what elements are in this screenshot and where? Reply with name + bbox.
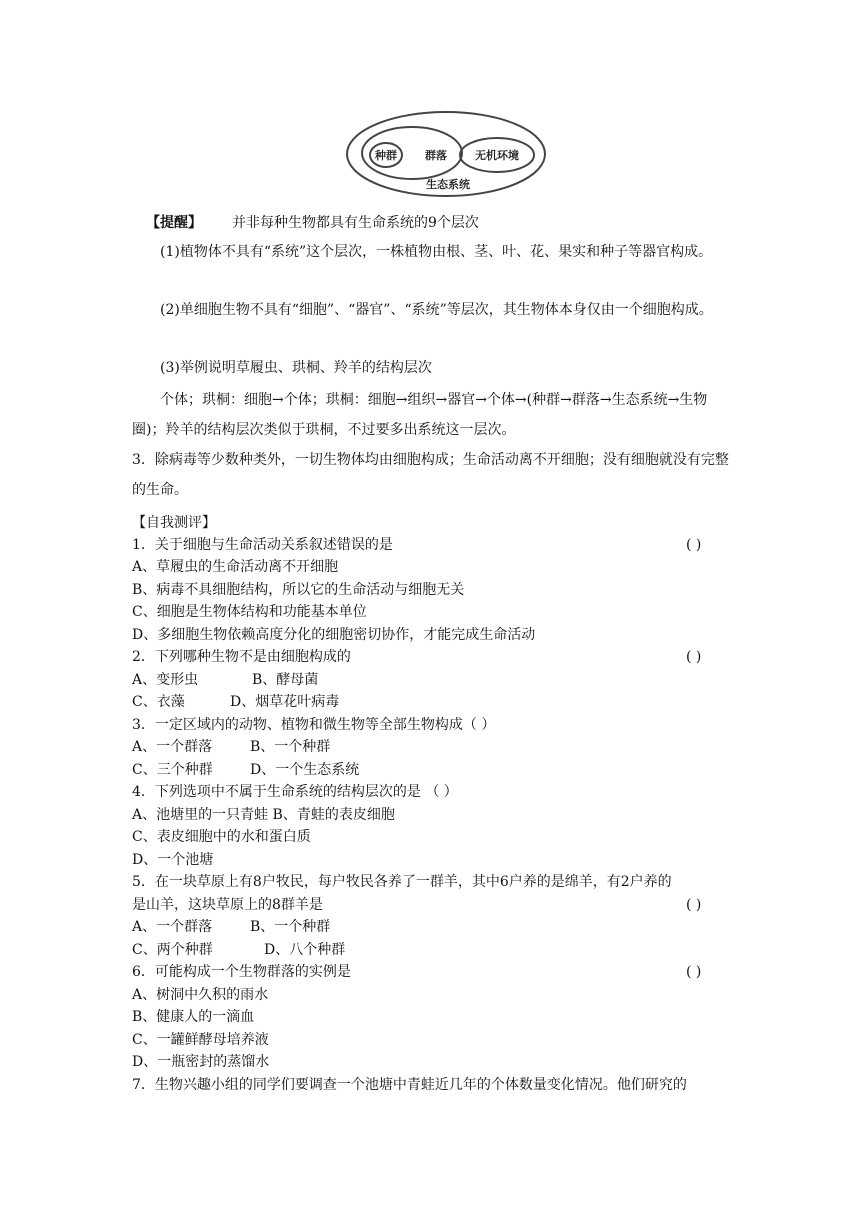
q6-stem: 6．可能构成一个生物群落的实例是 xyxy=(132,964,351,980)
q1-answer-paren: ( ) xyxy=(686,537,702,553)
q5-option-d: D、八个种群 xyxy=(264,942,346,958)
q1-option-d: D、多细胞生物依赖高度分化的细胞密切协作，才能完成生命活动 xyxy=(132,627,536,643)
q5-option-b: B、一个种群 xyxy=(250,919,331,935)
q3-option-c: C、三个种群 xyxy=(132,762,213,778)
q3-option-d: D、一个生态系统 xyxy=(250,762,360,778)
ecosystem-label: 生态系统 xyxy=(426,178,470,191)
q2-option-b: B、酵母菌 xyxy=(252,672,319,688)
q5-option-a: A、一个群落 xyxy=(132,919,213,935)
q1-stem: 1．关于细胞与生命活动关系叙述错误的是 xyxy=(132,537,393,553)
q6-option-b: B、健康人的一滴血 xyxy=(132,1009,255,1025)
q6-option-a: A、树洞中久积的雨水 xyxy=(132,987,269,1003)
environment-label: 无机环境 xyxy=(475,149,519,162)
q4-stem: 4．下列选项中不属于生命系统的结构层次的是 （ ） xyxy=(132,784,458,800)
q2-option-c: C、衣藻 xyxy=(132,694,185,710)
reminder-paragraph-1: (1)植物体不具有“系统”这个层次，一株植物由根、茎、叶、花、果实和种子等器官构成。 xyxy=(160,244,713,260)
q1-option-b: B、病毒不具细胞结构，所以它的生命活动与细胞无关 xyxy=(132,582,465,598)
q2-stem: 2．下列哪种生物不是由细胞构成的 xyxy=(132,649,351,665)
q1-option-c: C、细胞是生物体结构和功能基本单位 xyxy=(132,604,367,620)
q2-answer-paren: ( ) xyxy=(686,649,702,665)
point-3: 3．除病毒等少数种类外，一切生物体均由细胞构成；生命活动离不开细胞；没有细胞就没有完整的生命。 xyxy=(132,452,729,498)
q3-option-a: A、一个群落 xyxy=(132,739,213,755)
q3-stem: 3．一定区域内的动物、植物和微生物等全部生物构成（ ） xyxy=(132,717,496,733)
population-label: 种群 xyxy=(375,149,397,162)
self-test-title: 【自我测评】 xyxy=(132,515,216,531)
q6-option-d: D、一瓶密封的蒸馏水 xyxy=(132,1054,270,1070)
q1-option-a: A、草履虫的生命活动离不开细胞 xyxy=(132,559,339,575)
q5-stem-line-2: 是山羊，这块草原上的8群羊是 xyxy=(132,897,323,913)
q4-option-ab: A、池塘里的一只青蛙 B、青蛙的表皮细胞 xyxy=(132,807,395,823)
q4-option-c: C、表皮细胞中的水和蛋白质 xyxy=(132,829,311,845)
q3-option-b: B、一个种群 xyxy=(250,739,331,755)
ecosystem-diagram xyxy=(344,108,548,200)
q5-answer-paren: ( ) xyxy=(686,897,702,913)
reminder-title: 【提醒】 xyxy=(146,215,202,231)
q2-option-d: D、烟草花叶病毒 xyxy=(230,694,340,710)
q6-option-c: C、一罐鲜酵母培养液 xyxy=(132,1032,269,1048)
q2-option-a: A、变形虫 xyxy=(132,672,199,688)
reminder-heading: 并非每种生物都具有生命系统的9个层次 xyxy=(232,215,479,231)
reminder-paragraph-4: 个体；珙桐：细胞→个体；珙桐：细胞→组织→器官→个体→(种群→群落→生态系统→生物圈)；羚羊的结构层次类似于珙桐，不过要多出系统这一层次。 xyxy=(132,392,708,438)
reminder-paragraph-2: (2)单细胞生物不具有“细胞”、“器官”、“系统”等层次，其生物体本身仅由一个细胞构成。 xyxy=(160,302,713,318)
reminder-paragraph-3: (3)举例说明草履虫、珙桐、羚羊的结构层次 xyxy=(160,360,432,376)
community-label: 群落 xyxy=(425,149,447,162)
q7-stem: 7．生物兴趣小组的同学们要调查一个池塘中青蛙近几年的个体数量变化情况。他们研究的 xyxy=(132,1077,687,1093)
q6-answer-paren: ( ) xyxy=(686,964,702,980)
q5-stem-line-1: 5．在一块草原上有8户牧民，每户牧民各养了一群羊，其中6户养的是绵羊，有2户养的 xyxy=(132,874,672,890)
q4-option-d: D、一个池塘 xyxy=(132,852,214,868)
q5-option-c: C、两个种群 xyxy=(132,942,213,958)
